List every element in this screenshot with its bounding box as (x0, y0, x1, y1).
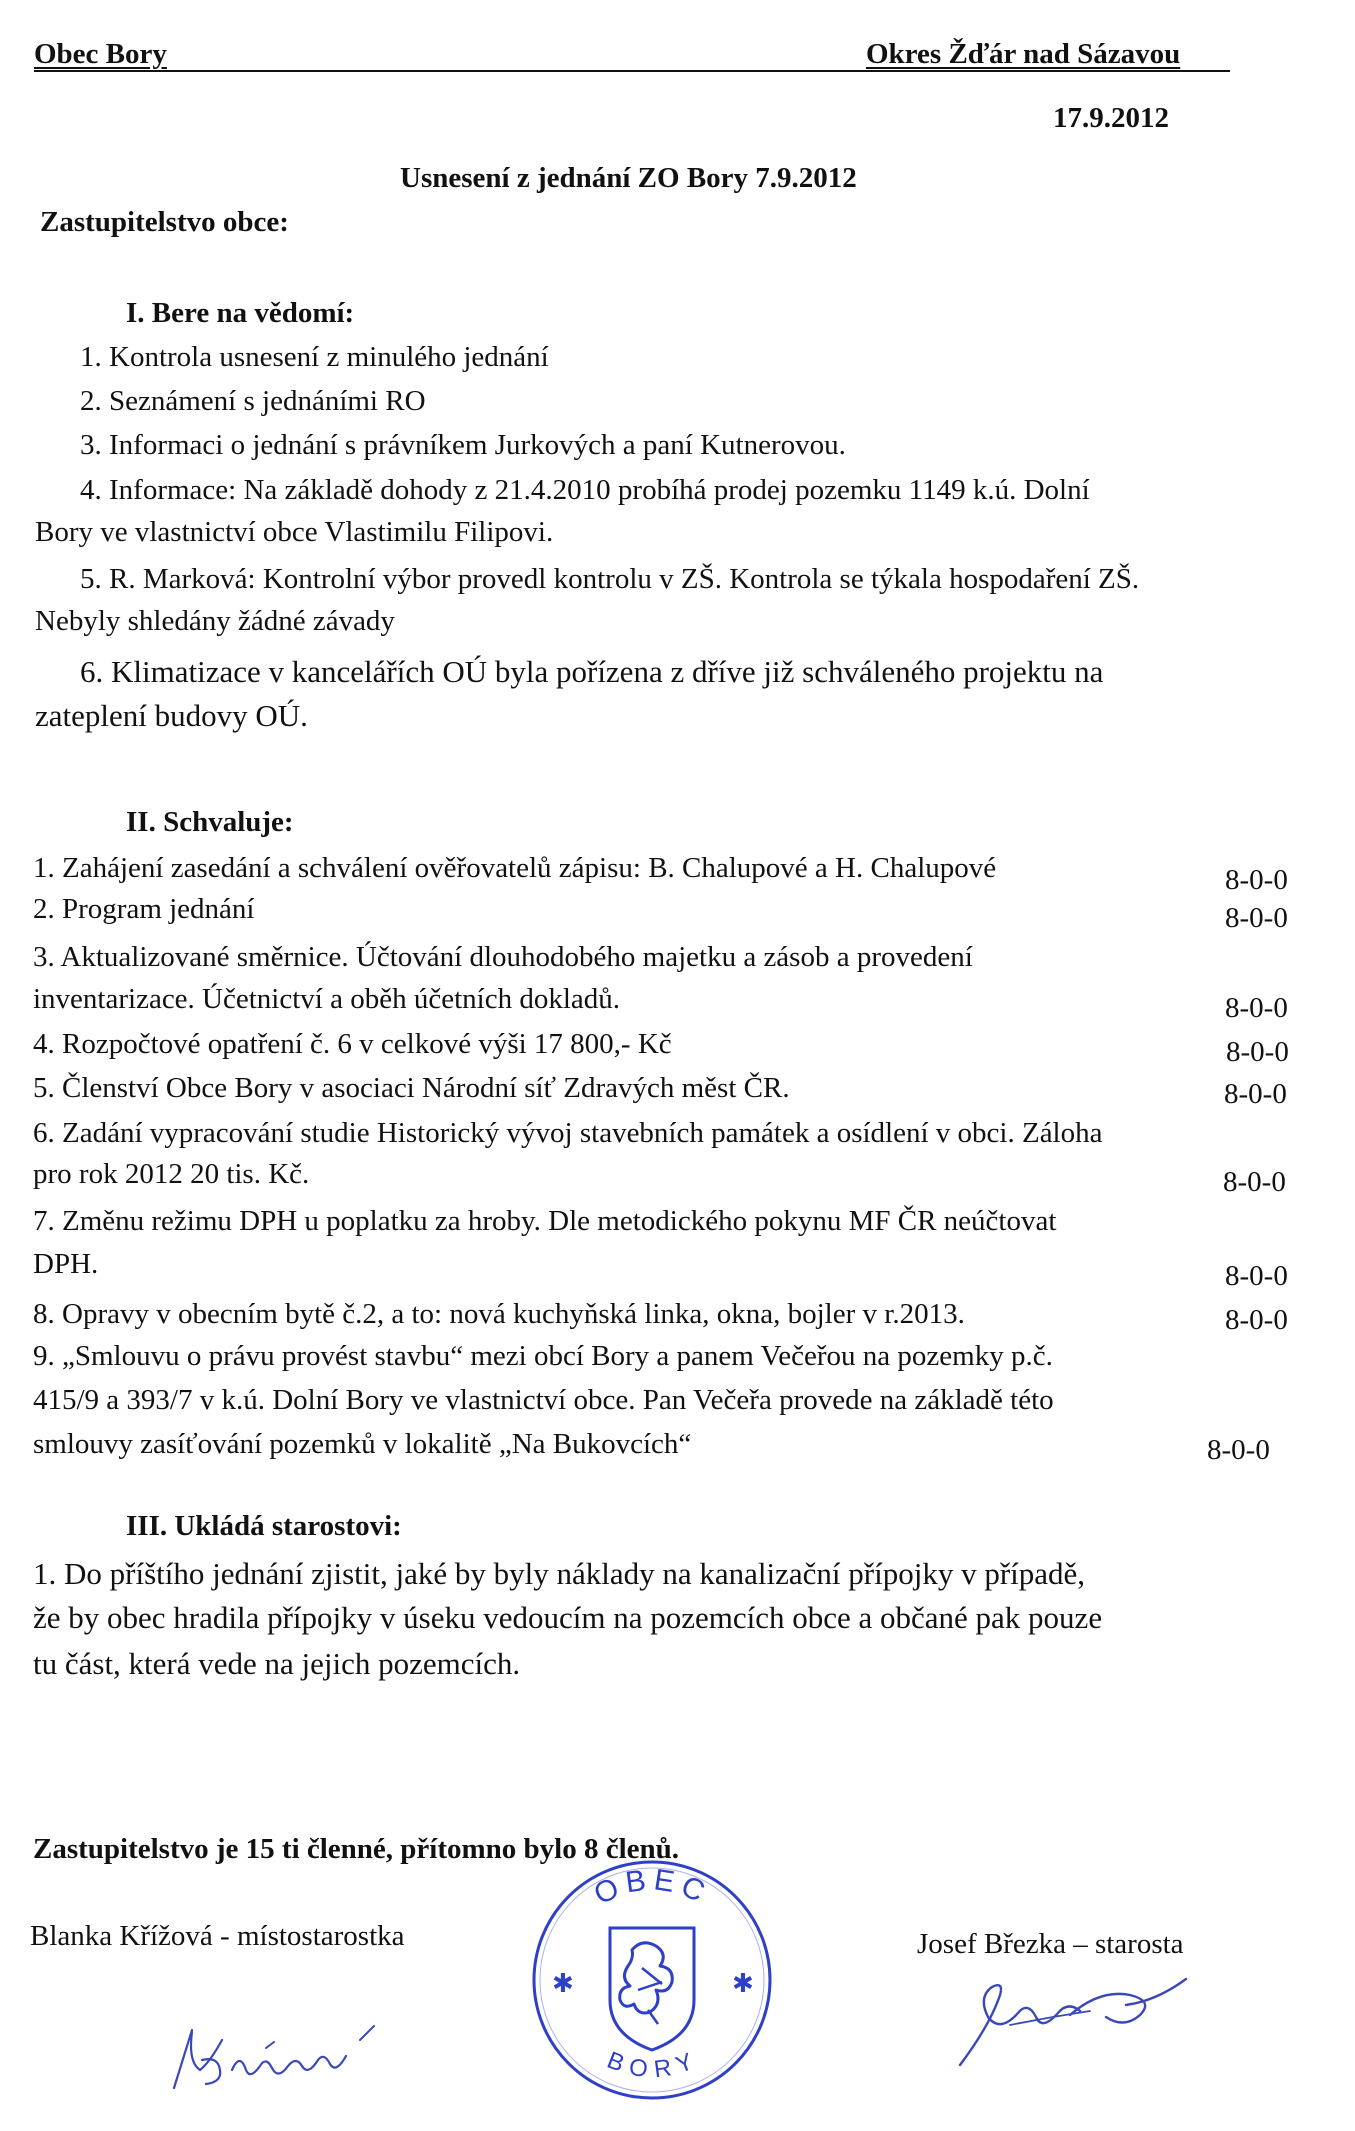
document-date: 17.9.2012 (1053, 102, 1169, 134)
vote-result: 8-0-0 (1226, 1036, 1289, 1068)
vote-result: 8-0-0 (1207, 1434, 1270, 1466)
section1-line: 4. Informace: Na základě dohody z 21.4.2010 probíhá prodej pozemku 1149 k.ú. Dolní (80, 474, 1090, 506)
header-rule (34, 70, 1230, 72)
section2-line: DPH. (33, 1248, 99, 1280)
section1-line: 6. Klimatizace v kancelářích OÚ byla pořízena z dříve již schváleného projektu na (80, 654, 1104, 689)
section2-line: inventarizace. Účetnictví a oběh účetních dokladů. (33, 983, 620, 1015)
vote-result: 8-0-0 (1223, 1166, 1286, 1198)
section1-line: Bory ve vlastnictví obce Vlastimilu Filipovi. (35, 516, 554, 548)
section2-line: 6. Zadání vypracování studie Historický vývoj stavebních památek a osídlení v obci. Záloha (33, 1117, 1103, 1149)
section2-line: 9. „Smlouvu o právu provést stavbu“ mezi obcí Bory a panem Večeřou na pozemky p.č. (33, 1340, 1053, 1372)
section3-line: 1. Do příštího jednání zjistit, jaké by byly náklady na kanalizační přípojky v případě, (33, 1556, 1086, 1591)
document-title: Usnesení z jednání ZO Bory 7.9.2012 (400, 162, 857, 194)
deputy-mayor-signature (162, 2010, 392, 2100)
section3-line: tu část, která vede na jejich pozemcích. (33, 1646, 521, 1681)
vote-result: 8-0-0 (1225, 1304, 1288, 1336)
section1-line: 1. Kontrola usnesení z minulého jednání (80, 341, 549, 373)
header-municipality: Obec Bory (34, 38, 167, 70)
section1-line: Nebyly shledány žádné závady (35, 605, 395, 637)
section1-line: 3. Informaci o jednání s právníkem Jurkových a paní Kutnerovou. (80, 429, 846, 461)
section2-line: 3. Aktualizované směrnice. Účtování dlouhodobého majetku a zásob a provedení (33, 941, 973, 973)
section1-line: zateplení budovy OÚ. (35, 698, 308, 733)
section2-heading: II. Schvaluje: (126, 806, 294, 838)
section2-line: 8. Opravy v obecním bytě č.2, a to: nová kuchyňská linka, okna, bojler v r.2013. (33, 1298, 965, 1330)
section2-line: 5. Členství Obce Bory v asociaci Národní síť Zdravých měst ČR. (33, 1072, 790, 1104)
section2-line: 2. Program jednání (33, 893, 255, 925)
council-label: Zastupitelstvo obce: (40, 206, 289, 238)
section2-line: pro rok 2012 20 tis. Kč. (33, 1158, 310, 1190)
section1-line: 5. R. Marková: Kontrolní výbor provedl kontrolu v ZŠ. Kontrola se týkala hospodaření ZŠ. (80, 563, 1140, 595)
vote-result: 8-0-0 (1225, 992, 1288, 1024)
vote-result: 8-0-0 (1225, 864, 1288, 896)
section2-line: smlouvy zasíťování pozemků v lokalitě „Na Bukovcích“ (33, 1428, 692, 1460)
stamp-top-text: OBEC (589, 1863, 716, 1912)
attendance-note: Zastupitelstvo je 15 ti členné, přítomno bylo 8 členů. (33, 1833, 680, 1865)
deputy-mayor-name: Blanka Křížová - místostarostka (30, 1920, 405, 1952)
section2-line: 7. Změnu režimu DPH u poplatku za hroby. Dle metodického pokynu MF ČR neúčtovat (33, 1205, 1057, 1237)
header-district: Okres Žďár nad Sázavou (866, 38, 1181, 70)
municipal-stamp-icon (522, 1850, 782, 2100)
svg-text:✱: ✱ (552, 1969, 574, 1999)
section2-line: 4. Rozpočtové opatření č. 6 v celkové výši 17 800,- Kč (33, 1028, 672, 1060)
vote-result: 8-0-0 (1225, 1260, 1288, 1292)
svg-text:BORY (603, 2047, 700, 2084)
svg-text:✱: ✱ (732, 1969, 754, 1999)
section3-heading: III. Ukládá starostovi: (126, 1510, 402, 1542)
vote-result: 8-0-0 (1225, 902, 1288, 934)
section1-line: 2. Seznámení s jednáními RO (80, 385, 426, 417)
section3-line: že by obec hradila přípojky v úseku vedoucím na pozemcích obce a občané pak pouze (33, 1600, 1103, 1635)
stamp-bottom-text: BORY (603, 2046, 701, 2084)
mayor-signature (950, 1955, 1210, 2085)
mayor-name: Josef Březka – starosta (917, 1928, 1184, 1960)
section2-line: 1. Zahájení zasedání a schválení ověřovatelů zápisu: B. Chalupové a H. Chalupové (33, 852, 997, 884)
vote-result: 8-0-0 (1224, 1078, 1287, 1110)
section1-heading: I. Bere na vědomí: (126, 297, 355, 329)
section2-line: 415/9 a 393/7 v k.ú. Dolní Bory ve vlastnictví obce. Pan Večeřa provede na základě této (33, 1384, 1054, 1416)
